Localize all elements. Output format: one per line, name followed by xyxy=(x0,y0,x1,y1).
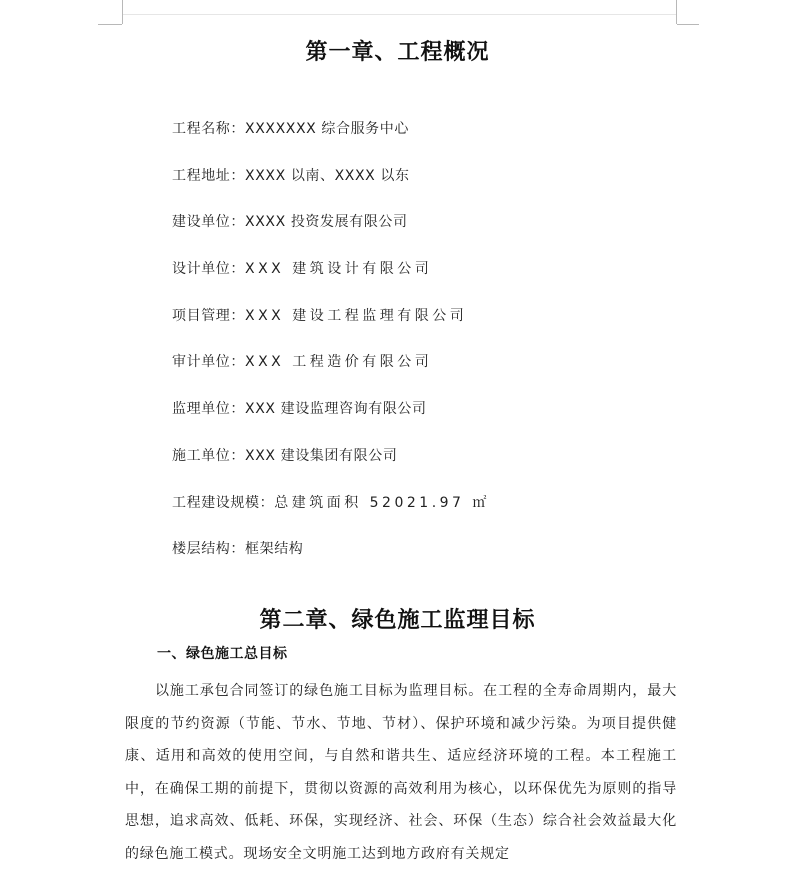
project-info-list xyxy=(172,116,490,583)
info-item-scale xyxy=(172,490,490,537)
info-label: 设计单位： xyxy=(172,261,245,278)
info-item-project-management xyxy=(172,303,490,350)
info-value: XXX 建设监理咨询有限公司 xyxy=(245,401,427,418)
info-item-supervision-unit xyxy=(172,396,490,443)
info-label: 施工单位： xyxy=(172,447,245,464)
crop-mark-top-right xyxy=(677,24,699,25)
info-value: XXX 建设工程监理有限公司 xyxy=(245,307,468,324)
chapter-1-title: 第一章、工程概况 xyxy=(305,39,490,65)
info-item-project-address xyxy=(172,163,490,210)
info-label: 工程名称： xyxy=(172,121,245,137)
info-label: 监理单位： xyxy=(172,401,245,418)
info-value: XXX 建筑设计有限公司 xyxy=(245,261,433,278)
crop-mark-top-left xyxy=(98,24,122,25)
info-value: XXXX 以南、XXXX 以东 xyxy=(245,167,410,184)
info-item-design-unit xyxy=(172,256,490,303)
info-item-contractor xyxy=(172,443,490,490)
info-value: XXX 建设集团有限公司 xyxy=(245,447,398,464)
header-margin-line xyxy=(122,14,676,15)
info-label: 工程地址： xyxy=(172,167,245,184)
info-value: 总建筑面积 52021.97 ㎡ xyxy=(274,494,490,511)
info-item-floor-structure xyxy=(172,536,490,583)
info-label: 楼层结构： xyxy=(172,541,245,558)
info-value: XXXX 投资发展有限公司 xyxy=(245,214,408,231)
info-label: 建设单位： xyxy=(172,214,245,231)
info-label: 工程建设规模： xyxy=(172,494,275,511)
info-item-project-name xyxy=(172,116,490,163)
crop-mark-top-right xyxy=(676,0,677,24)
crop-mark-top-left xyxy=(122,0,123,24)
info-value: 框架结构 xyxy=(245,541,304,558)
section-heading: 一、绿色施工总目标 xyxy=(157,646,288,662)
info-label: 审计单位： xyxy=(172,354,245,371)
info-label: 项目管理： xyxy=(172,307,245,324)
info-value: XXX 工程造价有限公司 xyxy=(245,354,433,371)
chapter-2-title: 第二章、绿色施工监理目标 xyxy=(259,607,536,633)
body-paragraph: 以施工承包合同签订的绿色施工目标为监理目标。在工程的全寿命周期内，最大限度的节约资源（节能、节水、节地、节材）、保护环境和减少污染。为项目提供健康、适用和高效的使用空间，与自然和谐共生、适应经济环境的工程。本工程施工中，在确保工期的前提下，贯彻以资源的高效利用为核心，以环保优先为原则的指导思想，追求高效、低耗、环保，实现经济、社会、环保（生态）综合社会效益最大化的绿色施工模式。现场安全文明施工达到地方政府有关规定 xyxy=(125,683,677,862)
info-item-audit-unit xyxy=(172,349,490,396)
info-value: XXXXXXX 综合服务中心 xyxy=(245,121,409,137)
info-item-construction-unit xyxy=(172,209,490,256)
